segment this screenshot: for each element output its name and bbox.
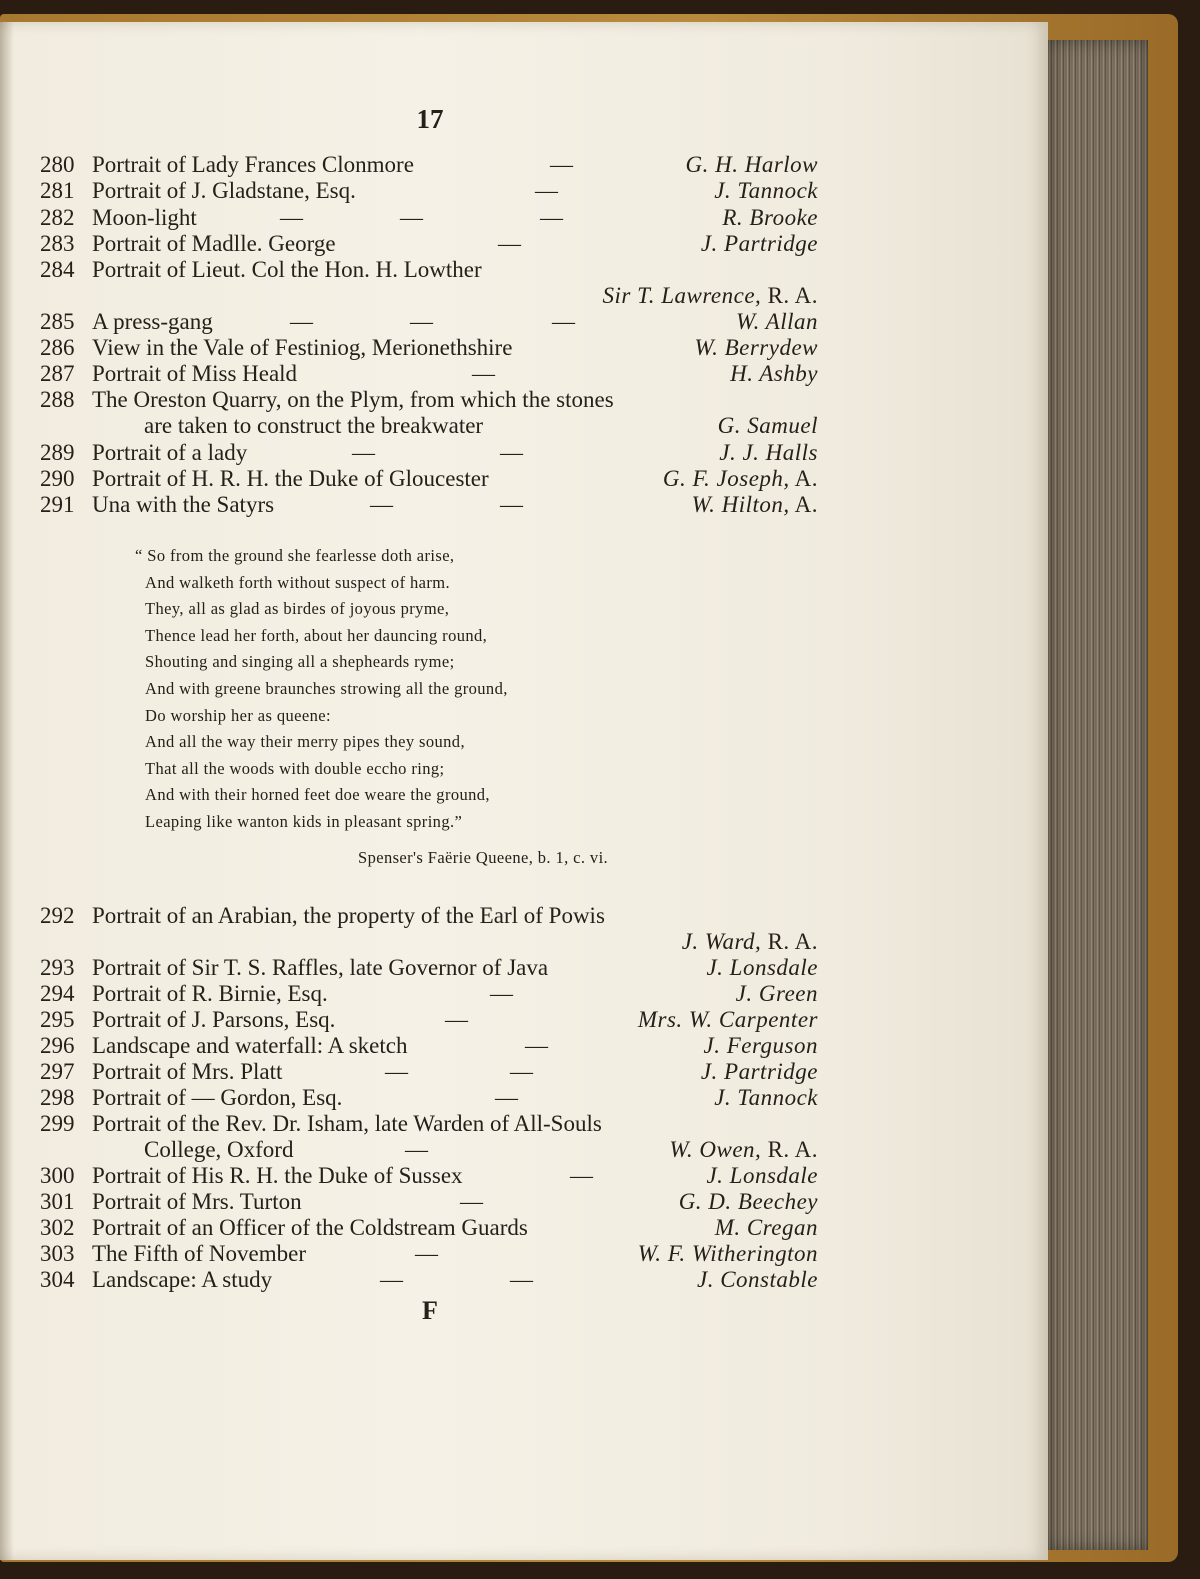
entry-title: The Fifth of November (92, 1241, 306, 1266)
entry-title: Portrait of — Gordon, Esq. (92, 1085, 343, 1110)
verse-line: And walketh forth without suspect of harm. (145, 573, 451, 592)
entry-285 (40, 309, 818, 335)
artist-name-text: W. Owen, (669, 1137, 762, 1162)
entry-288-continuation (40, 413, 818, 439)
artist-name (638, 1007, 818, 1033)
leader-dash: — (410, 309, 433, 334)
entry-number: 281 (40, 178, 75, 203)
entry-number: 282 (40, 205, 75, 230)
entry-title: Portrait of Sir T. S. Raffles, late Governor of Java (92, 955, 549, 980)
entry-number: 301 (40, 1189, 75, 1214)
entry-292 (40, 903, 818, 929)
verse-citation: Spenser's Faërie Queene, b. 1, c. vi. (358, 848, 609, 867)
leader-dash: — (535, 178, 558, 203)
entry-title: Portrait of R. Birnie, Esq. (92, 981, 328, 1006)
leader-dash: — (352, 440, 375, 465)
entry-title-continuation: College, Oxford (144, 1137, 294, 1162)
verse-line: And with greene braunches strowing all the ground, (145, 679, 508, 698)
artist-name (722, 205, 818, 231)
leader-dash: — (525, 1033, 548, 1058)
entry-title: Una with the Satyrs (92, 492, 275, 517)
artist-name-text: J. Tannock (714, 178, 818, 203)
artist-name-text: H. Ashby (730, 361, 818, 386)
entry-title: View in the Vale of Festiniog, Merionethshire (92, 335, 513, 360)
entry-number: 303 (40, 1241, 75, 1266)
artist-name-text: G. Samuel (717, 413, 818, 438)
academy-rank: A. (789, 466, 818, 491)
entry-282 (40, 205, 818, 231)
page-edges (1048, 40, 1148, 1550)
entry-293 (40, 955, 818, 981)
artist-name-text: J. Partridge (700, 1059, 818, 1084)
leader-dash: — (290, 309, 313, 334)
entry-284 (40, 257, 818, 283)
entry-298 (40, 1085, 818, 1111)
artist-name-text: W. F. Witherington (637, 1241, 818, 1266)
entry-290 (40, 466, 818, 492)
artist-name-text: G. H. Harlow (685, 152, 818, 177)
entry-title: Portrait of Lady Frances Clonmore (92, 152, 414, 177)
entry-title: Portrait of a lady (92, 440, 248, 465)
artist-name (730, 361, 818, 387)
entry-number: 298 (40, 1085, 75, 1110)
artist-name-text: W. Berrydew (694, 335, 818, 360)
artist-name (703, 1033, 818, 1059)
artist-name-text: G. D. Beechey (678, 1189, 818, 1214)
entry-281 (40, 178, 818, 204)
entry-title: Portrait of Mrs. Turton (92, 1189, 302, 1214)
entry-title: Moon-light (92, 205, 197, 230)
verse-line: Do worship her as queene: (145, 706, 331, 725)
verse-line: And with their horned feet doe weare the ground, (145, 785, 490, 804)
entry-number: 300 (40, 1163, 75, 1188)
artist-name (682, 929, 818, 955)
entry-number: 291 (40, 492, 75, 517)
entry-294 (40, 981, 818, 1007)
entry-title: A press-gang (92, 309, 213, 334)
entry-title: Landscape: A study (92, 1267, 273, 1292)
entry-number: 288 (40, 387, 75, 412)
entry-286 (40, 335, 818, 361)
artist-name (663, 466, 818, 492)
entry-title: Portrait of an Arabian, the property of the Earl of Powis (92, 903, 605, 928)
entry-302 (40, 1215, 818, 1241)
artist-name-text: J. J. Halls (719, 440, 818, 465)
artist-name-text: J. Green (735, 981, 818, 1006)
leader-dash: — (490, 981, 513, 1006)
entry-299 (40, 1111, 818, 1137)
signature-mark: F (422, 1296, 438, 1325)
artist-name-text: Mrs. W. Carpenter (637, 1007, 818, 1032)
entry-title: Portrait of Mrs. Platt (92, 1059, 283, 1084)
artist-name-text: J. Ward, (681, 929, 762, 954)
leader-dash: — (500, 440, 523, 465)
artist-name (715, 1215, 818, 1241)
verse-line: They, all as glad as birdes of joyous pryme, (145, 599, 450, 618)
artist-name (692, 492, 818, 518)
verse-line: Thence lead her forth, about her dauncing round, (145, 626, 488, 645)
leader-dash: — (405, 1137, 428, 1162)
leader-dash: — (380, 1267, 403, 1292)
entry-title: The Oreston Quarry, on the Plym, from which the stones (92, 387, 614, 412)
entry-301 (40, 1189, 818, 1215)
entry-number: 299 (40, 1111, 75, 1136)
entry-288 (40, 387, 818, 413)
leader-dash: — (385, 1059, 408, 1084)
entry-280 (40, 152, 818, 178)
artist-name-text: Sir T. Lawrence, (602, 283, 762, 308)
artist-name (679, 1189, 818, 1215)
entry-number: 280 (40, 152, 75, 177)
artist-name (718, 413, 818, 439)
entry-number: 304 (40, 1267, 75, 1292)
leader-dash: — (280, 205, 303, 230)
entry-number: 296 (40, 1033, 75, 1058)
leader-dash: — (370, 492, 393, 517)
academy-rank: R. A. (761, 1137, 818, 1162)
artist-name-text: J. Tannock (714, 1085, 818, 1110)
entry-number: 295 (40, 1007, 75, 1032)
entry-291 (40, 492, 818, 518)
academy-rank: R. A. (761, 929, 818, 954)
artist-name (719, 440, 818, 466)
artist-name-text: J. Ferguson (703, 1033, 818, 1058)
artist-name (685, 152, 818, 178)
entry-title: Portrait of Lieut. Col the Hon. H. Lowther (92, 257, 482, 282)
page-number: 17 (416, 104, 444, 134)
entry-287 (40, 361, 818, 387)
entry-289 (40, 440, 818, 466)
leader-dash: — (415, 1241, 438, 1266)
entry-284-continuation (40, 283, 818, 309)
artist-name (695, 335, 818, 361)
artist-name (603, 283, 818, 309)
entry-number: 293 (40, 955, 75, 980)
artist-name-text: J. Lonsdale (706, 955, 818, 980)
artist-name-text: W. Allan (736, 309, 818, 334)
entry-number: 290 (40, 466, 75, 491)
verse-line: Leaping like wanton kids in pleasant spring.” (145, 812, 463, 831)
artist-name (701, 1059, 818, 1085)
entry-297 (40, 1059, 818, 1085)
leader-dash: — (472, 361, 495, 386)
verse-line: That all the woods with double eccho ring; (145, 759, 445, 778)
artist-name (701, 231, 818, 257)
leader-dash: — (460, 1189, 483, 1214)
artist-name (736, 309, 818, 335)
entry-number: 286 (40, 335, 75, 360)
leader-dash: — (552, 309, 575, 334)
artist-name-text: R. Brooke (722, 205, 818, 230)
artist-name-text: J. Lonsdale (706, 1163, 818, 1188)
entry-295 (40, 1007, 818, 1033)
artist-name-text: J. Constable (697, 1267, 818, 1292)
artist-name (638, 1241, 818, 1267)
leader-dash: — (540, 205, 563, 230)
verse-line: And all the way their merry pipes they sound, (145, 732, 465, 751)
entry-title: Portrait of J. Gladstane, Esq. (92, 178, 356, 203)
entry-title: Portrait of Miss Heald (92, 361, 298, 386)
entry-number: 302 (40, 1215, 75, 1240)
entry-number: 294 (40, 981, 75, 1006)
entry-300 (40, 1163, 818, 1189)
artist-name (669, 1137, 818, 1163)
leader-dash: — (510, 1059, 533, 1084)
entry-299-continuation (40, 1137, 818, 1163)
leader-dash: — (498, 231, 521, 256)
verse-line: Shouting and singing all a shepheards ryme; (145, 652, 455, 671)
entry-title: Portrait of an Officer of the Coldstream Guards (92, 1215, 528, 1240)
artist-name-text: J. Partridge (700, 231, 818, 256)
entry-296 (40, 1033, 818, 1059)
entry-title: Portrait of J. Parsons, Esq. (92, 1007, 336, 1032)
artist-name-text: W. Hilton, (691, 492, 790, 517)
entry-title: Portrait of the Rev. Dr. Isham, late Warden of All-Souls (92, 1111, 602, 1136)
entry-283 (40, 231, 818, 257)
entry-title: Portrait of H. R. H. the Duke of Gloucester (92, 466, 489, 491)
academy-rank: A. (789, 492, 818, 517)
artist-name (697, 1267, 818, 1293)
entry-title: Portrait of Madlle. George (92, 231, 336, 256)
leader-dash: — (510, 1267, 533, 1292)
entry-number: 284 (40, 257, 75, 282)
entry-292-continuation (40, 929, 818, 955)
leader-dash: — (495, 1085, 518, 1110)
artist-name-text: M. Cregan (714, 1215, 818, 1240)
leader-dash: — (570, 1163, 593, 1188)
academy-rank: R. A. (761, 283, 818, 308)
leader-dash: — (500, 492, 523, 517)
entry-number: 283 (40, 231, 75, 256)
entry-number: 292 (40, 903, 75, 928)
artist-name (714, 1085, 818, 1111)
artist-name-text: G. F. Joseph, (662, 466, 790, 491)
entry-title: Landscape and waterfall: A sketch (92, 1033, 408, 1058)
entry-title-continuation: are taken to construct the breakwater (144, 413, 484, 438)
entry-number: 297 (40, 1059, 75, 1084)
entry-number: 285 (40, 309, 75, 334)
entry-title: Portrait of His R. H. the Duke of Sussex (92, 1163, 463, 1188)
leader-dash: — (445, 1007, 468, 1032)
verse-line: “ So from the ground she fearlesse doth arise, (135, 546, 455, 565)
artist-name (706, 955, 818, 981)
artist-name (706, 1163, 818, 1189)
gutter-shadow (0, 22, 14, 1560)
artist-name (736, 981, 818, 1007)
entry-number: 289 (40, 440, 75, 465)
artist-name (714, 178, 818, 204)
entry-304 (40, 1267, 818, 1293)
leader-dash: — (400, 205, 423, 230)
leader-dash: — (550, 152, 573, 177)
entry-number: 287 (40, 361, 75, 386)
entry-303 (40, 1241, 818, 1267)
